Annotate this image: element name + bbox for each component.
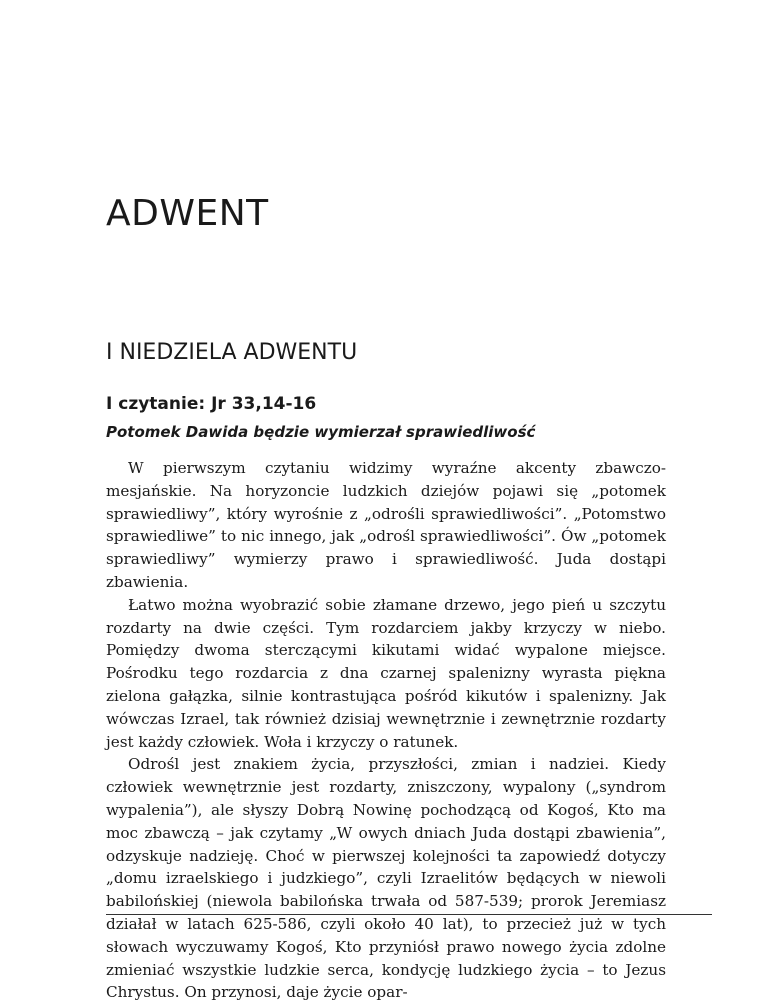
section-heading: I NIEDZIELA ADWENTU xyxy=(106,340,358,365)
paragraph: Odrośl jest znakiem życia, przyszłości, zmian i nadziei. Kiedy człowiek wewnętrznie jest rozdarty, zniszczony, wypalony („syndrom wypalenia”), ale słyszy Dobrą Nowinę pochodzącą od Kogoś, Kto ma moc zbawczą – jak czytamy „W owych dniach Juda dostąpi zbawienia”, odzyskuje nadzieję. Choć w pierwszej kolejności ta zapowiedź dotyczy „domu izraelskiego i judzkiego”, czyli Izraelitów będących w niewoli babilońskiej (niewola babilońska trwała od 587-539; prorok Jeremiasz działał w latach 625-586, czyli około 40 lat), to przecież już w tych słowach wyczuwamy Kogoś, Kto przyniósł prawo nowego życia zdolne zmieniać wszystkie ludzkie serca, kondycję ludzkiego życia – to Jezus Chrystus. On przynosi, daje życie opar- xyxy=(106,755,666,1002)
reading-reference: I czytanie: Jr 33,14-16 xyxy=(106,394,317,414)
chapter-heading: ADWENT xyxy=(106,193,269,234)
paragraph: Łatwo można wyobrazić sobie złamane drzewo, jego pień u szczytu rozdarty na dwie części. Tym rozdarciem jakby krzyczy w niebo. Pomiędzy dwoma sterczącymi kikutami widać wypalone miejsce. Pośrodku tego rozdarcia z dna czarnej spalenizny wyrasta piękna zielona gałązka, silnie kontrastująca pośród kikutów i spalenizny. Jak wówczas Izrael, tak również dzisiaj wewnętrznie i zewnętrznie rozdarty jest każdy człowiek. Woła i krzyczy o ratunek. xyxy=(106,595,666,751)
footer-rule xyxy=(106,914,712,915)
reading-subtitle: Potomek Dawida będzie wymierzał sprawiedliwość xyxy=(106,423,536,441)
body-text xyxy=(106,457,666,1004)
paragraph: W pierwszym czytaniu widzimy wyraźne akcenty zbawczo-mesjańskie. Na horyzoncie ludzkich dziejów pojawi się „potomek sprawiedliwy”, który wyrośnie z „odrośli sprawiedliwości”. „Potomstwo sprawiedliwe” to nic innego, jak „odrośl sprawiedliwości”. Ów „potomek sprawiedliwy” wymierzy prawo i sprawiedliwość. Juda dostąpi zbawienia. xyxy=(106,459,666,591)
